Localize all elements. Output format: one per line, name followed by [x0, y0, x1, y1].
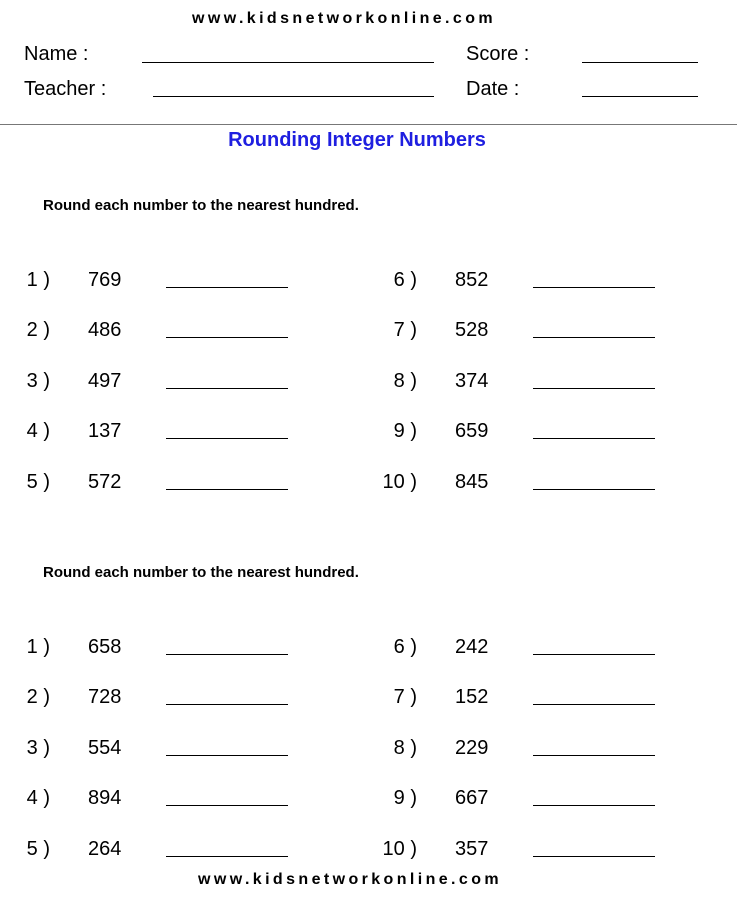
problem-number: 5 ): [26, 471, 50, 493]
answer-blank[interactable]: [166, 489, 288, 490]
problem-number: 5 ): [26, 838, 50, 860]
problem-value: 528: [455, 319, 489, 341]
answer-blank[interactable]: [533, 438, 655, 439]
problem-value: 137: [88, 420, 122, 442]
worksheet-title: Rounding Integer Numbers: [228, 129, 486, 151]
answer-blank[interactable]: [166, 856, 288, 857]
problem-value: 497: [88, 370, 122, 392]
name-field[interactable]: [142, 62, 434, 63]
problem-number: 8 ): [393, 370, 417, 392]
problem-number: 6 ): [393, 269, 417, 291]
answer-blank[interactable]: [533, 388, 655, 389]
problem-value: 374: [455, 370, 489, 392]
site-url-bottom[interactable]: www.kidsnetworkonline.com: [198, 871, 502, 888]
problem-number: 3 ): [26, 370, 50, 392]
answer-blank[interactable]: [166, 654, 288, 655]
teacher-field[interactable]: [153, 96, 434, 97]
site-url-top[interactable]: www.kidsnetworkonline.com: [192, 10, 496, 27]
problem-number: 9 ): [393, 420, 417, 442]
problem-number: 9 ): [393, 787, 417, 809]
answer-blank[interactable]: [533, 287, 655, 288]
score-label: Score :: [466, 43, 530, 65]
name-label: Name :: [24, 43, 89, 65]
answer-blank[interactable]: [533, 704, 655, 705]
problem-number: 10 ): [382, 471, 417, 493]
answer-blank[interactable]: [533, 654, 655, 655]
section-2-instruction: Round each number to the nearest hundred.: [43, 564, 359, 581]
problem-number: 2 ): [26, 686, 50, 708]
answer-blank[interactable]: [166, 805, 288, 806]
section-1-instruction: Round each number to the nearest hundred.: [43, 197, 359, 214]
answer-blank[interactable]: [166, 438, 288, 439]
problem-value: 667: [455, 787, 489, 809]
problem-value: 242: [455, 636, 489, 658]
problem-number: 7 ): [393, 319, 417, 341]
problem-value: 769: [88, 269, 122, 291]
answer-blank[interactable]: [166, 755, 288, 756]
problem-value: 486: [88, 319, 122, 341]
answer-blank[interactable]: [533, 337, 655, 338]
score-field[interactable]: [582, 62, 698, 63]
problem-number: 6 ): [393, 636, 417, 658]
problem-number: 3 ): [26, 737, 50, 759]
problem-number: 4 ): [26, 420, 50, 442]
problem-value: 852: [455, 269, 489, 291]
problem-number: 1 ): [26, 636, 50, 658]
date-label: Date :: [466, 78, 520, 100]
answer-blank[interactable]: [533, 755, 655, 756]
header-divider: [0, 124, 737, 125]
problem-number: 1 ): [26, 269, 50, 291]
problem-value: 658: [88, 636, 122, 658]
date-field[interactable]: [582, 96, 698, 97]
problem-number: 10 ): [382, 838, 417, 860]
problem-number: 8 ): [393, 737, 417, 759]
problem-number: 7 ): [393, 686, 417, 708]
answer-blank[interactable]: [166, 388, 288, 389]
problem-value: 357: [455, 838, 489, 860]
answer-blank[interactable]: [533, 489, 655, 490]
problem-value: 728: [88, 686, 122, 708]
answer-blank[interactable]: [533, 856, 655, 857]
answer-blank[interactable]: [166, 704, 288, 705]
problem-value: 572: [88, 471, 122, 493]
answer-blank[interactable]: [166, 287, 288, 288]
teacher-label: Teacher :: [24, 78, 107, 100]
problem-value: 229: [455, 737, 489, 759]
problem-value: 152: [455, 686, 489, 708]
answer-blank[interactable]: [533, 805, 655, 806]
problem-value: 554: [88, 737, 122, 759]
problem-value: 845: [455, 471, 489, 493]
problem-value: 264: [88, 838, 122, 860]
problem-value: 659: [455, 420, 489, 442]
problem-number: 4 ): [26, 787, 50, 809]
problem-value: 894: [88, 787, 122, 809]
answer-blank[interactable]: [166, 337, 288, 338]
problem-number: 2 ): [26, 319, 50, 341]
